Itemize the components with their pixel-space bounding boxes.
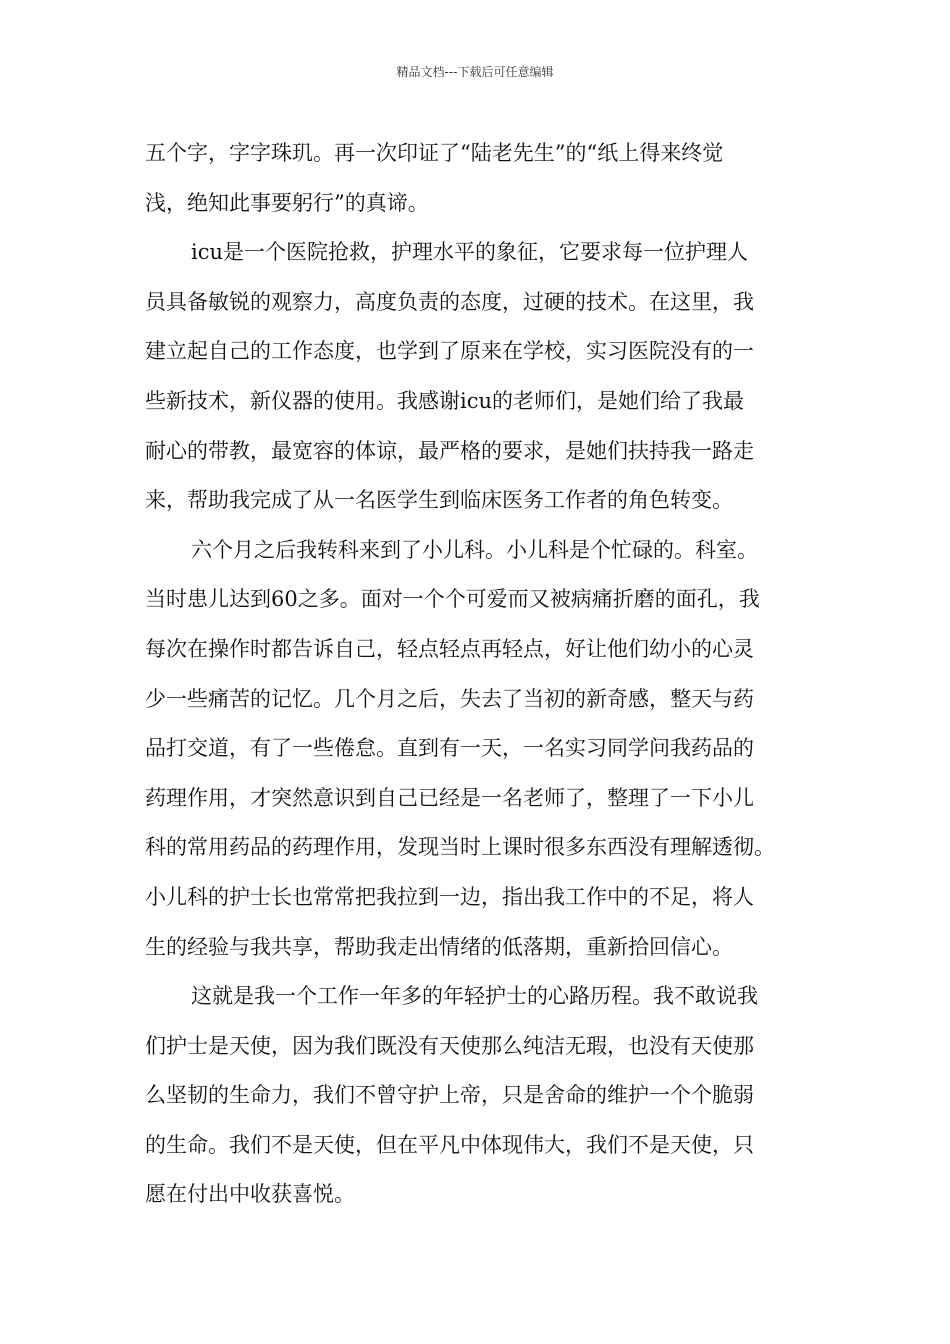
text-line: 当时患儿达到60之多。面对一个个可爱而又被病痛折磨的面孔，我 xyxy=(145,587,760,612)
paragraph-4 xyxy=(145,972,805,1220)
text-line: 生的经验与我共享，帮助我走出情绪的低落期，重新拾回信心。 xyxy=(145,934,733,959)
text-line: 五个字，字字珠玑。再一次印证了“陆老先生”的“纸上得来终觉 xyxy=(145,141,724,165)
paragraph-1 xyxy=(145,129,805,228)
text-line: 小儿科的护士长也常常把我拉到一边，指出我工作中的不足，将人 xyxy=(145,884,754,909)
text-line: 员具备敏锐的观察力，高度负责的态度，过硬的技术。在这里，我 xyxy=(145,289,754,314)
page-header: 精品文档---下载后可任意编辑 xyxy=(396,65,554,79)
text-line: 建立起自己的工作态度，也学到了原来在学校，实习医院没有的一 xyxy=(145,339,754,364)
text-line: 么坚韧的生命力，我们不曾守护上帝，只是舍命的维护一个个脆弱 xyxy=(145,1083,754,1108)
text-line: 少一些痛苦的记忆。几个月之后，失去了当初的新奇感，整天与药 xyxy=(145,686,754,711)
text-line: 们护士是天使，因为我们既没有天使那么纯洁无瑕，也没有天使那 xyxy=(145,1033,754,1058)
paragraph-2 xyxy=(145,228,805,526)
paragraph-3 xyxy=(145,526,805,972)
text-line: 科的常用药品的药理作用，发现当时上课时很多东西没有理解透彻。 xyxy=(145,835,775,860)
text-line: 愿在付出中收获喜悦。 xyxy=(145,1182,355,1207)
text-line: 来，帮助我完成了从一名医学生到临床医务工作者的角色转变。 xyxy=(145,488,733,513)
text-line: 这就是我一个工作一年多的年轻护士的心路历程。我不敢说我 xyxy=(191,984,758,1009)
text-line: 药理作用，才突然意识到自己已经是一名老师了，整理了一下小儿 xyxy=(145,785,754,810)
text-line: 浅，绝知此事要躬行”的真谛。 xyxy=(145,190,429,215)
text-line: 些新技术，新仪器的使用。我感谢icu的老师们，是她们给了我最 xyxy=(145,388,744,413)
text-line: 每次在操作时都告诉自己，轻点轻点再轻点，好让他们幼小的心灵 xyxy=(145,636,754,661)
text-line: 的生命。我们不是天使，但在平凡中体现伟大，我们不是天使，只 xyxy=(145,1132,754,1157)
text-line: 六个月之后我转科来到了小儿科。小儿科是个忙碌的。科室。 xyxy=(191,537,758,562)
text-line: 品打交道，有了一些倦怠。直到有一天，一名实习同学问我药品的 xyxy=(145,736,754,761)
body-text xyxy=(145,129,805,1220)
text-line: 耐心的带教，最宽容的体谅，最严格的要求，是她们扶持我一路走 xyxy=(145,438,754,463)
text-line: icu是一个医院抢救，护理水平的象征，它要求每一位护理人 xyxy=(191,240,749,265)
